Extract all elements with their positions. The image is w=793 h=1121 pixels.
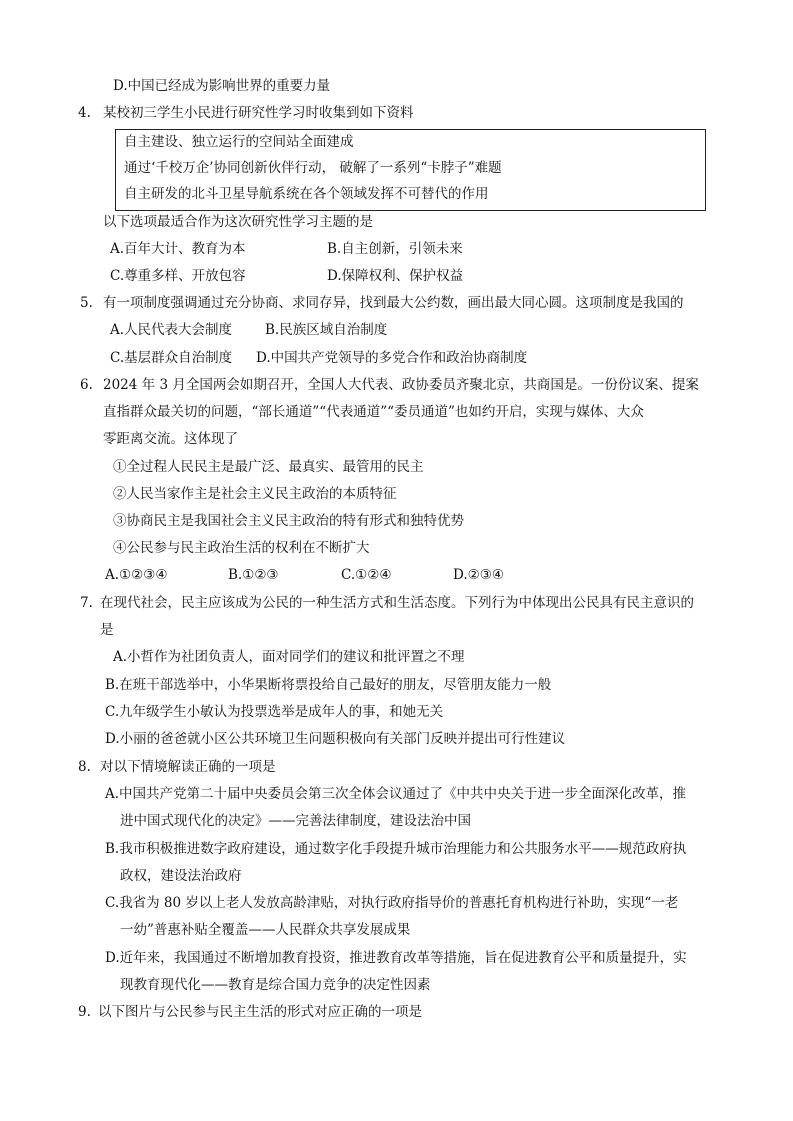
question-4-stem: 某校初三学生小民进行研究性学习时收集到如下资料 [103, 105, 414, 121]
question-8-option-c-line-1: C.我省为 80 岁以上老人发放高龄津贴，对执行政府指导价的普惠托育机构进行补助，实现“一老 [105, 895, 679, 911]
question-7-option-a: A.小哲作为社团负责人，面对同学们的建议和批评置之不理 [113, 649, 465, 665]
question-6-item: ②人民当家作主是社会主义民主政治的本质特征 [113, 486, 397, 502]
material-item: 自主建设、独立运行的空间站全面建成 [124, 134, 354, 150]
question-4-number: 4. [78, 105, 91, 121]
question-7-stem-line-1: 在现代社会，民主应该成为公民的一种生活方式和生活态度。下列行为中体现出公民具有民主意识的 [100, 595, 694, 611]
question-9-number: 9. [78, 1004, 91, 1020]
question-8-option-b-line-1: B.我市积极推进数字政府建设，通过数字化手段提升城市治理能力和公共服务水平——规范政府执 [105, 841, 687, 857]
question-5-option-c: C.基层群众自治制度 [110, 350, 233, 366]
question-4-option-c: C.尊重多样、开放包容 [110, 268, 246, 284]
question-6-item: ③协商民主是我国社会主义民主政治的特有形式和独特优势 [113, 513, 464, 529]
prev-option-d: D.中国已经成为影响世界的重要力量 [113, 78, 331, 94]
question-6-option-b: B.①②③ [228, 567, 279, 583]
question-8-option-b-line-2: 政权，建设法治政府 [120, 868, 242, 884]
question-8-stem: 对以下情境解读正确的一项是 [100, 759, 276, 775]
question-4-option-b: B.自主创新，引领未来 [327, 241, 463, 257]
material-item: 自主研发的北斗卫星导航系统在各个领域发挥不可替代的作用 [124, 186, 489, 202]
question-6-stem-line-1: 2024 年 3 月全国两会如期召开，全国人大代表、政协委员齐聚北京，共商国是。一份份议案、提案 [103, 377, 699, 393]
question-8-option-d-line-2: 现教育现代化——教育是综合国力竞争的决定性因素 [120, 977, 431, 993]
question-6-stem-line-3: 零距离交流。这体现了 [103, 431, 238, 447]
question-4-option-a: A.百年大计、教育为本 [110, 241, 246, 257]
question-5-number: 5. [80, 295, 93, 311]
question-9-stem: 以下图片与公民参与民主生活的形式对应正确的一项是 [98, 1004, 422, 1020]
question-6-number: 6. [80, 377, 93, 393]
question-5-option-b: B.民族区域自治制度 [265, 322, 388, 338]
question-6-option-c: C.①②④ [341, 567, 392, 583]
question-8-number: 8. [78, 759, 91, 775]
question-7-option-d: D.小丽的爸爸就小区公共环境卫生问题积极向有关部门反映并提出可行性建议 [105, 731, 566, 747]
question-6-item: ④公民参与民主政治生活的权利在不断扩大 [113, 540, 370, 556]
question-6-item: ①全过程人民民主是最广泛、最真实、最管用的民主 [113, 459, 424, 475]
question-7-stem-line-2: 是 [100, 622, 114, 638]
question-7-option-b: B.在班干部选举中，小华果断将票投给自己最好的朋友，尽管朋友能力一般 [105, 677, 552, 693]
question-4-prompt: 以下选项最适合作为这次研究性学习主题的是 [103, 214, 373, 230]
question-8-option-a-line-1: A.中国共产党第二十届中央委员会第三次全体会议通过了《中共中央关于进一步全面深化改革，推 [105, 786, 687, 802]
question-4-option-d: D.保障权利、保护权益 [327, 268, 464, 284]
question-8-option-d-line-1: D.近年来，我国通过不断增加教育投资，推进教育改革等措施，旨在促进教育公平和质量提升，实 [105, 950, 687, 966]
question-7-number: 7. [80, 595, 93, 611]
question-6-stem-line-2: 直指群众最关切的问题，“部长通道”“代表通道”“委员通道”也如约开启，实现与媒体、大众 [103, 404, 644, 420]
question-8-option-c-line-2: 一幼”普惠补贴全覆盖——人民群众共享发展成果 [120, 922, 411, 938]
material-item: 通过‘千校万企’协同创新伙伴行动， 破解了一系列“卡脖子”难题 [124, 160, 502, 176]
question-5-stem: 有一项制度强调通过充分协商、求同存异，找到最大公约数，画出最大同心圆。这项制度是我国的 [103, 295, 684, 311]
question-6-option-a: A.①②③④ [105, 567, 168, 583]
question-5-option-a: A.人民代表大会制度 [110, 322, 233, 338]
question-7-option-c: C.九年级学生小敏认为投票选举是成年人的事，和她无关 [105, 704, 444, 720]
question-5-option-d: D.中国共产党领导的多党合作和政治协商制度 [256, 350, 528, 366]
question-8-option-a-line-2: 进中国式现代化的决定》——完善法律制度，建设法治中国 [120, 813, 471, 829]
question-6-option-d: D.②③④ [453, 567, 504, 583]
question-4-material-box [115, 129, 706, 211]
